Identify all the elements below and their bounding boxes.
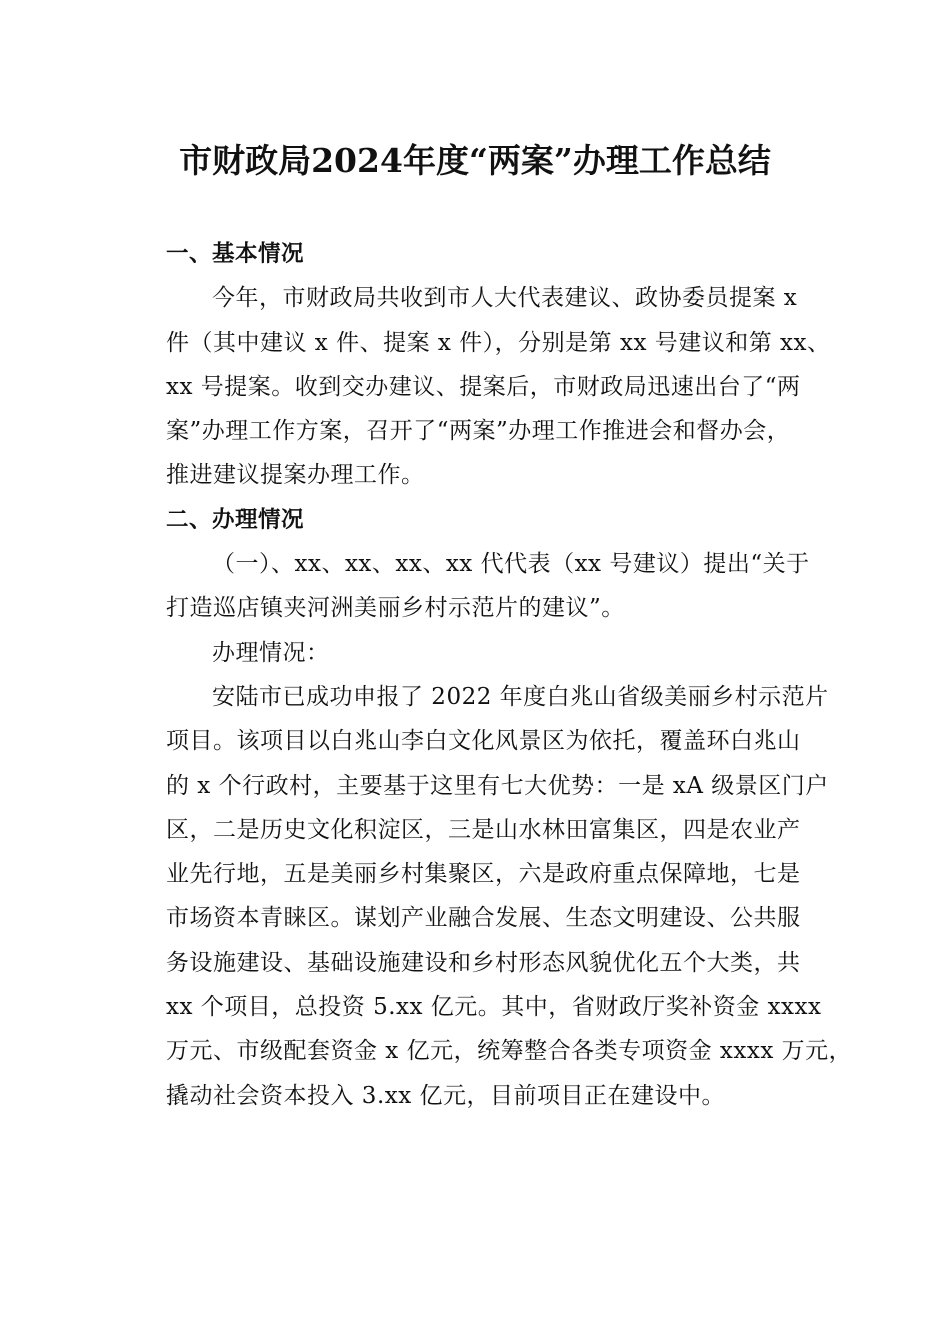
text-line: 打造巡店镇夹河洲美丽乡村示范片的建议”。 <box>166 595 625 622</box>
paragraph-label <box>120 631 830 675</box>
document-body <box>120 232 853 1118</box>
text-line: 今年，市财政局共收到市人大代表建议、政协委员提案 x <box>212 285 798 312</box>
text-line: 推进建议提案办理工作。 <box>166 462 425 489</box>
text-line: xx 号提案。收到交办建议、提案后，市财政局迅速出台了“两 <box>166 373 801 400</box>
text-line: 业先行地，五是美丽乡村集聚区，六是政府重点保障地，七是 <box>166 861 801 888</box>
text-line: 区，二是历史文化积淀区，三是山水林田富集区，四是农业产 <box>166 816 801 843</box>
section-heading-handling: 二、办理情况 <box>166 506 305 533</box>
text-line: 案”办理工作方案，召开了“两案”办理工作推进会和督办会， <box>166 418 791 445</box>
section-heading-basic: 一、基本情况 <box>166 241 305 267</box>
text-line: xx 个项目，总投资 5.xx 亿元。其中，省财政厅奖补资金 xxxx <box>166 994 822 1021</box>
text-line: 务设施建设、基础设施建设和乡村形态风貌优化五个大类，共 <box>166 949 801 976</box>
paragraph-item-1 <box>120 542 830 631</box>
text-line: 件（其中建议 x 件、提案 x 件），分别是第 xx 号建议和第 xx、 <box>166 329 831 356</box>
text-line: 的 x 个行政村，主要基于这里有七大优势：一是 xA 级景区门户 <box>166 772 829 799</box>
text-line: 项目。该项目以白兆山李白文化风景区为依托，覆盖环白兆山 <box>166 728 801 755</box>
paragraph-basic <box>120 276 830 497</box>
text-line: （一）、xx、xx、xx、xx 代代表（xx 号建议）提出“关于 <box>212 551 810 578</box>
document-title: 市财政局2024年度“两案”办理工作总结 <box>179 141 771 180</box>
text-line: 万元、市级配套资金 x 亿元，统筹整合各类专项资金 xxxx 万元， <box>166 1038 853 1065</box>
text-line: 撬动社会资本投入 3.xx 亿元，目前项目正在建设中。 <box>166 1082 726 1109</box>
paragraph-details <box>120 675 853 1118</box>
text-line: 办理情况： <box>212 639 330 666</box>
text-line: 安陆市已成功申报了 2022 年度白兆山省级美丽乡村示范片 <box>212 683 829 710</box>
text-line: 市场资本青睐区。谋划产业融合发展、生态文明建设、公共服 <box>166 905 801 932</box>
